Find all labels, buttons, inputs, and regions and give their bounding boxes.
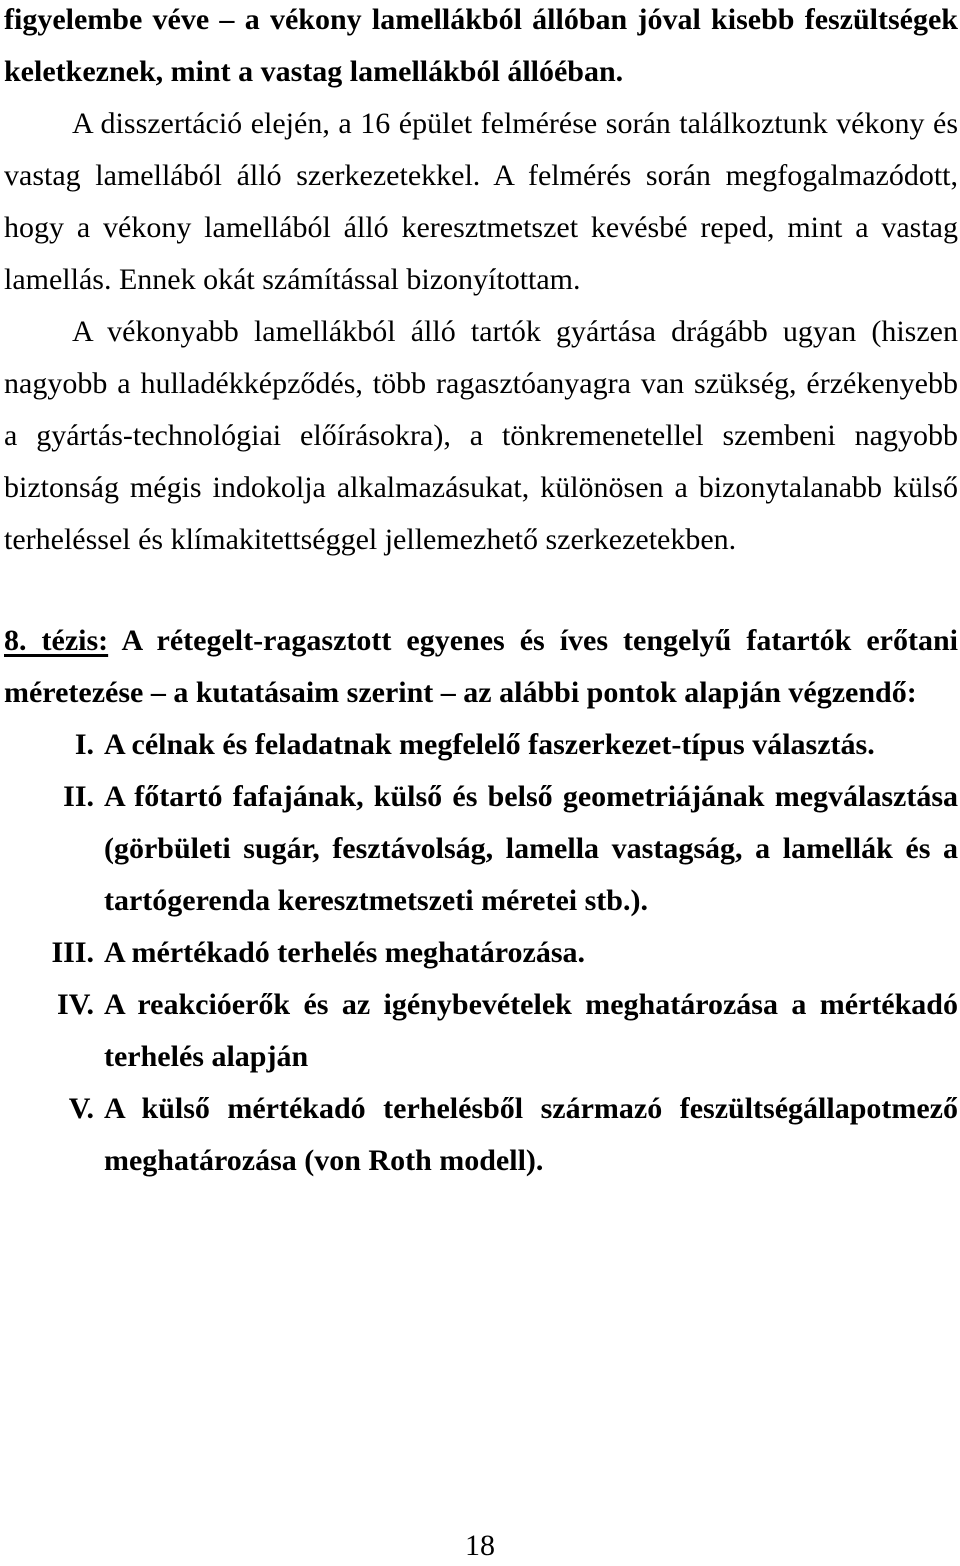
page-number: 18 [465,1529,495,1562]
document-page [4,0,958,1187]
list-item-number: IV. [57,988,94,1021]
paragraph-costs: A vékonyabb lamellákból álló tartók gyártása drágább ugyan (hiszen nagyobb a hulladékképződés, több ragasztóanyagra van szükség, érzékenyebb a gyártás-technológiai előírásokra), a tönkremenetellel szembeni nagyobb biztonság mégis indokolja alkalmazásukat, különösen a bizonytalanabb külső terheléssel és klímakitettséggel jellemezhető szerkezetekben. [4,315,958,556]
list-item-text: A reakcióerők és az igénybevételek meghatározása a mértékadó terhelés alapján [104,988,958,1073]
list-item-text: A célnak és feladatnak megfelelő faszerkezet-típus választás. [104,728,875,761]
list-item [4,1083,958,1187]
list-item-number: V. [68,1092,94,1125]
list-item [4,771,958,927]
thesis-text: A rétegelt-ragasztott egyenes és íves tengelyű fatartók erőtani méretezése – a kutatásaim szerint – az alábbi pontok alapján végzendő: [4,624,958,709]
list-item-text: A főtartó fafajának, külső és belső geometriájának megválasztása (görbületi sugár, fesztávolság, lamella vastagság, a lamellák és a tartógerenda keresztmetszeti méretei stb.). [104,780,958,917]
list-item-number: II. [63,780,94,813]
paragraph-survey: A disszertáció elején, a 16 épület felmérése során találkoztunk vékony és vastag lamellából álló szerkezetekkel. A felmérés során megfogalmazódott, hogy a vékony lamellából álló keresztmetszet kevésbé reped, mint a vastag lamellás. Ennek okát számítással bizonyítottam. [4,107,958,296]
list-item [4,927,958,979]
list-item [4,719,958,771]
intro-bold-text: figyelembe véve – a vékony lamellákból állóban jóval kisebb feszültségek keletkeznek, mint a vastag lamellákból állóéban. [4,3,958,88]
list-item [4,979,958,1083]
thesis-item-list [4,719,958,1187]
list-item-text: A külső mértékadó terhelésből származó feszültségállapotmező meghatározása (von Roth modell). [104,1092,958,1177]
list-item-text: A mértékadó terhelés meghatározása. [104,936,585,969]
thesis-label: 8. tézis: [4,624,109,657]
list-item-number: III. [51,936,94,969]
thesis-8 [4,615,958,719]
list-item-number: I. [74,728,94,761]
